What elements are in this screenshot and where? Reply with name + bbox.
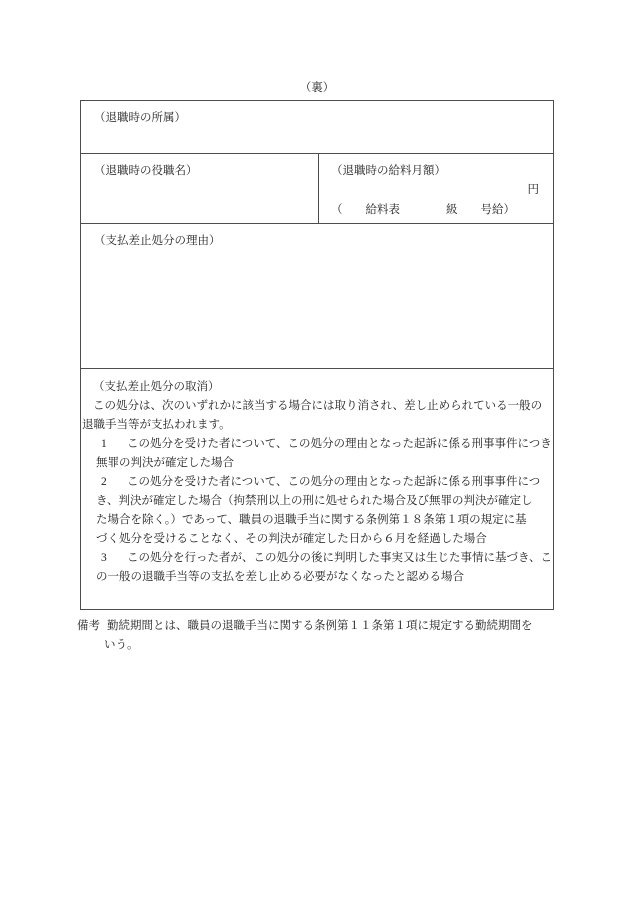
- cancellation-item-3: [81, 549, 553, 568]
- cancellation-item-2-cont: た場合を除く。）であって、職員の退職手当に関する条例第１８条第１項の規定に基: [96, 514, 527, 526]
- reason-cell: [81, 223, 553, 368]
- cancellation-item-3-cont: の一般の退職手当等の支払を差し止める必要がなくなったと認める場合: [96, 571, 464, 583]
- cancellation-intro-line: この処分は、次のいずれかに該当する場合には取り消され、差し止められている一般の: [93, 400, 543, 412]
- position-salary-row: [81, 153, 553, 223]
- cancellation-item-1: [81, 435, 553, 454]
- cancellation-item-2-cont: づく処分を受けることなく、その判決が確定した日から６月を経過した場合: [96, 533, 487, 545]
- cancellation-intro-line: 退職手当等が支払われます。: [82, 419, 231, 431]
- cancellation-item-2-cont: き、判決が確定した場合（拘禁刑以上の刑に処せられた場合及び無罪の判決が確定し: [96, 495, 533, 507]
- cancellation-item-1-cont: 無罪の判決が確定した場合: [96, 457, 234, 469]
- salary-grade-detail: （ 給料表 級 号給）: [331, 204, 515, 216]
- cancellation-cell: [81, 368, 553, 609]
- item-number: 3: [101, 552, 107, 564]
- position-label: （退職時の役職名）: [94, 165, 198, 177]
- salary-unit-yen: 円: [527, 184, 539, 196]
- cancellation-label: （支払差止処分の取消）: [93, 381, 220, 393]
- salary-cell: [319, 154, 553, 223]
- item-text: この処分を行った者が、この処分の後に判明した事実又は生じた事情に基づき、こ: [127, 552, 553, 564]
- item-text: この処分を受けた者について、この処分の理由となった起訴に係る刑事事件につ: [127, 476, 541, 488]
- remarks-line-2: いう。: [104, 639, 139, 651]
- remarks-label: 備考: [77, 620, 100, 632]
- cancellation-item-2: [81, 473, 553, 492]
- item-number: 2: [101, 476, 107, 488]
- reason-label: （支払差止処分の理由）: [94, 235, 221, 247]
- remarks-line-1: [77, 617, 554, 636]
- retirement-form-table: [80, 100, 554, 610]
- item-text: この処分を受けた者について、この処分の理由となった起訴に係る刑事事件につき: [127, 438, 552, 450]
- salary-label: （退職時の給料月額）: [331, 165, 446, 177]
- page-side-label: （裏）: [299, 82, 335, 94]
- affiliation-label: （退職時の所属）: [94, 112, 186, 124]
- remarks-text: 勤続期間とは、職員の退職手当に関する条例第１１条第１項に規定する勤続期間を: [107, 620, 533, 632]
- position-cell: [81, 154, 319, 223]
- item-number: 1: [101, 438, 107, 450]
- remarks-note: [77, 617, 554, 655]
- affiliation-cell: [81, 101, 553, 153]
